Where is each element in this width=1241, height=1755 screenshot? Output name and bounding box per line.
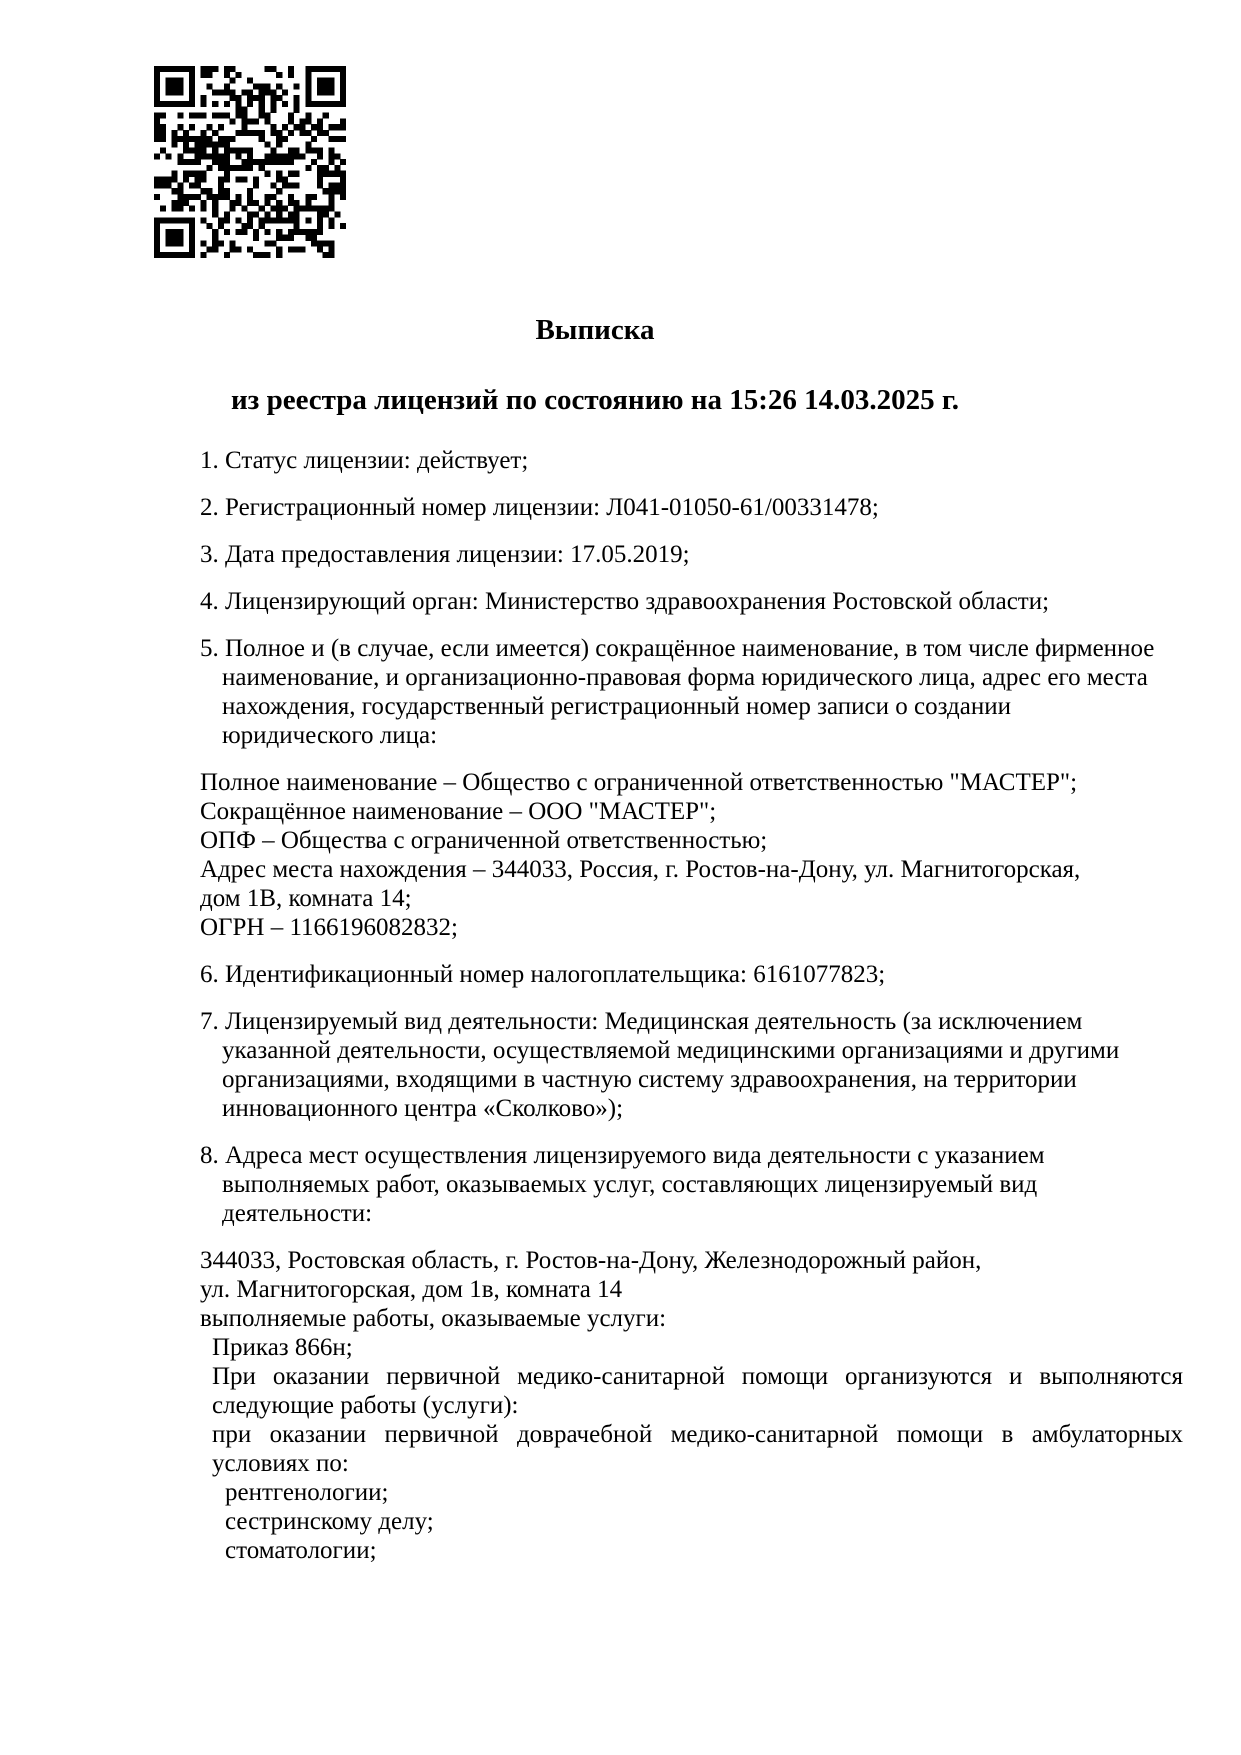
org-short-name: Сокращённое наименование – ООО "МАСТЕР";: [200, 798, 717, 825]
org-legal-form: ОПФ – Общества с ограниченной ответственностью;: [200, 827, 768, 854]
item-entity-name-heading: [200, 634, 1185, 750]
document-title: Выписка: [535, 314, 655, 346]
service-item-dentistry: стоматологии;: [225, 1537, 377, 1564]
works-services-label: выполняемые работы, оказываемые услуги:: [200, 1305, 667, 1332]
works-paragraph-line: условиях по:: [212, 1450, 349, 1477]
text-line: нахождения, государственный регистрационный номер записи о создании: [222, 693, 1011, 720]
text-line: наименование, и организационно-правовая форма юридического лица, адрес его места: [222, 664, 1148, 691]
activity-address: 344033, Ростовская область, г. Ростов-на-Дону, Железнодорожный район,: [200, 1247, 982, 1274]
org-address: Адрес места нахождения – 344033, Россия, г. Ростов-на-Дону, ул. Магнитогорская,: [200, 856, 1081, 883]
item-grant-date: 3. Дата предоставления лицензии: 17.05.2019;: [200, 541, 690, 568]
text-line: 7. Лицензируемый вид деятельности: Медицинская деятельность (за исключением: [200, 1008, 1083, 1035]
organization-details-block: [200, 768, 1185, 942]
org-ogrn: ОГРН – 1166196082832;: [200, 914, 458, 941]
text-line: 5. Полное и (в случае, если имеется) сокращённое наименование, в том числе фирменное: [200, 635, 1155, 662]
document-body: [200, 312, 1185, 1565]
org-full-name: Полное наименование – Общество с ограниченной ответственностью "МАСТЕР";: [200, 769, 1078, 796]
document-subtitle: из реестра лицензий по состоянию на 15:26 14.03.2025 г.: [230, 384, 960, 416]
service-item-radiology: рентгенологии;: [225, 1479, 389, 1506]
text-line: деятельности:: [222, 1200, 373, 1227]
activity-address-2: ул. Магнитогорская, дом 1в, комната 14: [200, 1276, 623, 1303]
item-registration-number: 2. Регистрационный номер лицензии: Л041-01050-61/00331478;: [200, 494, 879, 521]
item-activity-addresses: [200, 1141, 1185, 1228]
text-line: выполняемых работ, оказываемых услуг, составляющих лицензируемый вид: [222, 1171, 1038, 1198]
works-paragraph-line: при оказании первичной доврачебной медико-санитарной помощи в амбулаторных: [212, 1421, 1183, 1448]
qr-code: [154, 66, 346, 258]
service-item-nursing: сестринскому делу;: [225, 1508, 434, 1535]
item-licensing-authority: 4. Лицензирующий орган: Министерство здравоохранения Ростовской области;: [200, 588, 1050, 615]
works-paragraph-line: следующие работы (услуги):: [212, 1392, 519, 1419]
item-taxpayer-number: 6. Идентификационный номер налогоплательщика: 6161077823;: [200, 961, 886, 988]
text-line: юридического лица:: [222, 722, 438, 749]
order-reference: Приказ 866н;: [212, 1334, 353, 1361]
item-license-status: 1. Статус лицензии: действует;: [200, 447, 529, 474]
text-line: 8. Адреса мест осуществления лицензируемого вида деятельности с указанием: [200, 1142, 1045, 1169]
works-paragraph-line: При оказании первичной медико-санитарной помощи организуются и выполняются: [212, 1363, 1183, 1390]
text-line: инновационного центра «Сколково»);: [222, 1095, 624, 1122]
org-address-2: дом 1В, комната 14;: [200, 885, 412, 912]
item-licensed-activity: [200, 1007, 1185, 1123]
text-line: организациями, входящими в частную систему здравоохранения, на территории: [222, 1066, 1077, 1093]
activity-address-block: [200, 1246, 1185, 1565]
text-line: указанной деятельности, осуществляемой медицинскими организациями и другими: [222, 1037, 1120, 1064]
